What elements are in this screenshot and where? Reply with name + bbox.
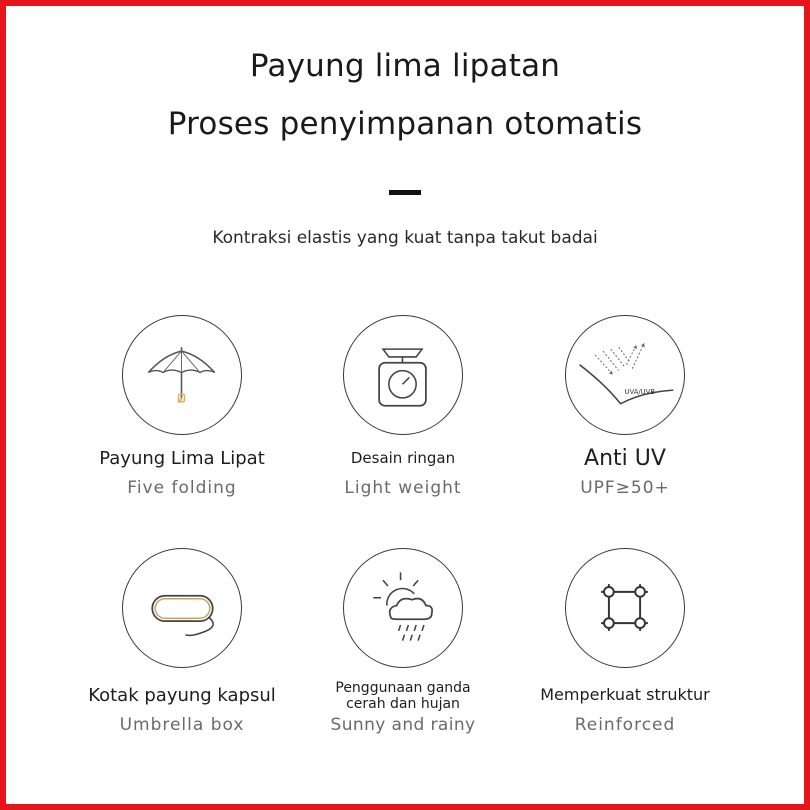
sun-rain-cloud-icon bbox=[344, 549, 461, 666]
feature-label: Kotak payung kapsul bbox=[88, 685, 276, 706]
feature-label: Memperkuat struktur bbox=[540, 685, 710, 704]
feature-anti-uv bbox=[505, 315, 745, 505]
folding-umbrella-icon bbox=[123, 316, 240, 433]
feature-label-english: Five folding bbox=[127, 478, 237, 498]
feature-five-folding bbox=[62, 315, 302, 505]
feature-icon-circle bbox=[122, 315, 242, 435]
feature-label: Desain ringan bbox=[350, 449, 456, 467]
feature-label: Anti UV bbox=[584, 446, 666, 471]
feature-label: Payung Lima Lipat bbox=[99, 448, 265, 469]
feature-label-english: Umbrella box bbox=[119, 715, 245, 735]
weight-scale-icon bbox=[344, 316, 461, 433]
feature-icon-circle bbox=[565, 548, 685, 668]
feature-label-english: Sunny and rainy bbox=[330, 715, 476, 735]
feature-icon-circle bbox=[122, 548, 242, 668]
page-title-line-2: Proses penyimpanan otomatis bbox=[167, 106, 643, 142]
capsule-box-icon bbox=[123, 549, 240, 666]
uv-shield-icon bbox=[566, 316, 683, 433]
feature-sunny-and-rainy bbox=[283, 548, 523, 748]
feature-umbrella-box bbox=[62, 548, 302, 748]
uv-icon-text: UVA/UVB bbox=[624, 388, 655, 396]
feature-icon-circle bbox=[343, 315, 463, 435]
feature-label: Penggunaan ganda cerah dan hujan bbox=[335, 680, 471, 712]
feature-light-weight bbox=[283, 315, 523, 505]
title-divider bbox=[389, 190, 421, 195]
feature-label-english: Reinforced bbox=[574, 715, 676, 735]
feature-reinforced bbox=[505, 548, 745, 748]
page-subtitle: Kontraksi elastis yang kuat tanpa takut badai bbox=[212, 228, 598, 248]
feature-icon-circle bbox=[565, 315, 685, 435]
frame-structure-icon bbox=[566, 549, 683, 666]
feature-icon-circle bbox=[343, 548, 463, 668]
page-title-line-1: Payung lima lipatan bbox=[249, 48, 561, 84]
feature-label-english: Light weight bbox=[344, 478, 462, 498]
feature-label-english: UPF≥50+ bbox=[580, 478, 670, 498]
